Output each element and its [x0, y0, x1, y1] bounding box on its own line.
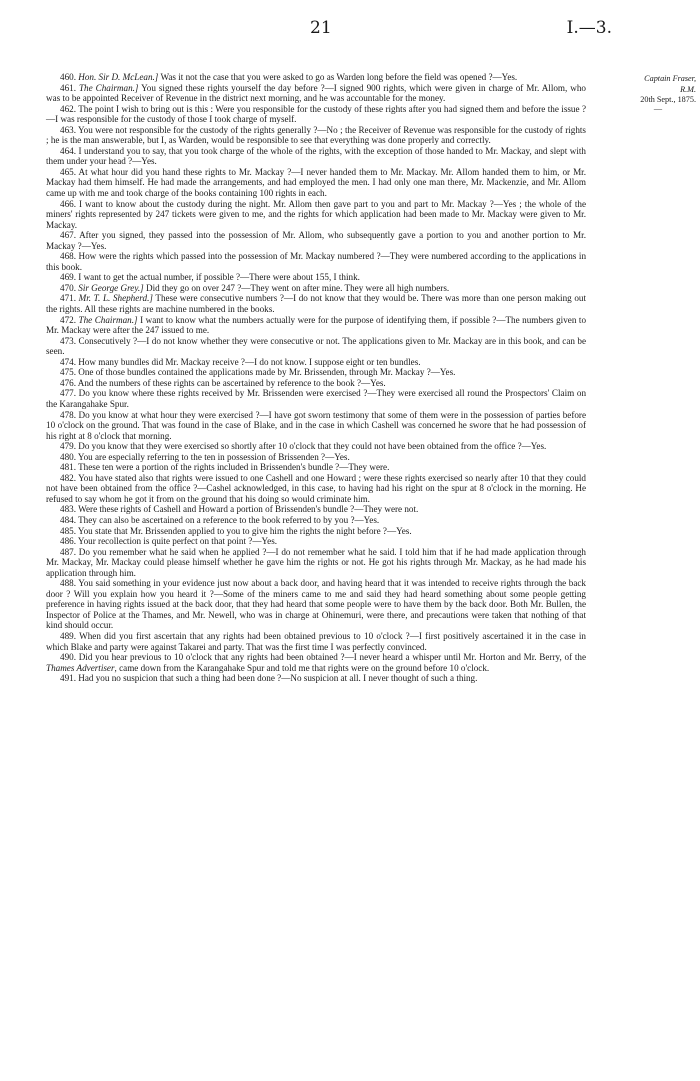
question-paragraph	[46, 283, 586, 294]
question-text: Were these rights of Cashell and Howard a portion of Brissenden's bundle ?—They were not.	[78, 504, 419, 515]
question-number: 486.	[60, 536, 78, 547]
question-number: 491.	[60, 673, 79, 684]
question-text: You are especially referring to the ten in possession of Brissenden ?—Yes.	[77, 451, 350, 462]
question-text: These were consecutive numbers ?—I do not know that they would be. There was more than one person making out the rights. All these rights are machine numbered in the books.	[46, 293, 586, 315]
question-number: 466.	[60, 198, 79, 209]
question-text: How many bundles did Mr. Mackay receive ?—I do not know. I suppose eight or ten bundles.	[78, 356, 421, 367]
question-number: 467.	[60, 230, 80, 241]
question-paragraph	[46, 251, 586, 272]
question-text-continued: , came down from the Karangahake Spur and told me that rights were on the ground before 10 o'clock.	[114, 662, 490, 673]
question-number: 478.	[60, 409, 79, 420]
question-text: And the numbers of these rights can be ascertained by reference to the book ?—Yes.	[77, 377, 386, 388]
question-text: Did they go on over 247 ?—They went on after mine. They were all high numbers.	[143, 282, 450, 293]
question-number: 480.	[60, 451, 78, 462]
question-text: The point I wish to bring out is this : Were you responsible for the custody of these rights after you had signed them and before the issue ?—I was responsible for the custody of those I took charge of myself.	[46, 103, 587, 125]
question-paragraph	[46, 631, 586, 652]
question-number: 473.	[60, 335, 79, 346]
speaker-label: Sir George Grey.]	[78, 282, 144, 293]
question-text: I understand you to say, that you took charge of the whole of the rights, with the exception of those handed to Mr. Mackay, and slept with them under your head ?—Yes.	[46, 145, 586, 167]
page-header	[0, 18, 700, 44]
question-number: 481.	[60, 462, 79, 473]
question-number: 462.	[60, 103, 79, 114]
question-text: Did you hear previous to 10 o'clock that any rights had been obtained ?—I never heard a whisper until Mr. Horton and Mr. Berry, of the	[78, 652, 586, 663]
margin-note	[592, 74, 696, 112]
question-text: When did you first ascertain that any rights had been obtained previous to 10 o'clock ?—I first positively ascertained it in the case in which Blake and party were against Takarei and party. That was the first time I was perfectly convinced.	[46, 630, 586, 652]
question-paragraph	[46, 473, 586, 505]
question-text: You signed these rights yourself the day before ?—I signed 900 rights, which were given in charge of Mr. Allom, who was to be appointed Receiver of Revenue in the district next morning, and he was accountable for the money.	[46, 82, 586, 104]
question-paragraph	[46, 199, 586, 231]
speaker-label: The Chairman.]	[78, 314, 138, 325]
question-number: 461.	[60, 82, 79, 93]
newspaper-title: Thames Advertiser	[46, 662, 115, 673]
question-text: I want to know what the numbers actually were for the purpose of identifying them, if possible ?—The numbers given to Mr. Mackay were after the 247 issued to me.	[46, 314, 587, 336]
question-number: 470.	[60, 282, 79, 293]
question-paragraph	[46, 578, 586, 631]
question-paragraph	[46, 293, 586, 314]
question-paragraph	[46, 315, 586, 336]
page-number: 21	[310, 18, 332, 38]
question-number: 489.	[60, 630, 80, 641]
question-paragraph	[46, 272, 586, 283]
question-number: 488.	[60, 578, 79, 589]
question-text: Do you know that they were exercised so shortly after 10 o'clock that they could not have been obtained from the office ?—Yes.	[78, 441, 547, 452]
series-reference: I.—3.	[566, 18, 612, 38]
question-number: 479.	[60, 441, 79, 452]
question-paragraph	[46, 547, 586, 579]
question-text: Do you know where these rights received by Mr. Brissenden were exercised ?—They were exercised all round the Prospectors' Claim on the Karangahake Spur.	[46, 388, 586, 409]
question-number: 463.	[60, 124, 78, 135]
question-text: Had you no suspicion that such a thing had been done ?—No suspicion at all. I never thought of such a thing.	[78, 673, 478, 684]
margin-witness: Captain Fraser,	[644, 74, 696, 83]
question-number: 474.	[60, 356, 79, 367]
question-number: 472.	[60, 314, 79, 325]
question-paragraph	[46, 452, 586, 463]
question-paragraph	[46, 441, 586, 452]
question-number: 460.	[60, 72, 79, 82]
question-paragraph	[46, 72, 586, 83]
question-text: I want to know about the custody during the night. Mr. Allom then gave part to you and part to Mr. Mackay ?—Yes ; the whole of the miners' rights represented by 247 tickets were given to me, and the rights for which application had been made to Mr. Mackay were given to Mr. Mackay.	[46, 198, 586, 230]
margin-title: R.M.	[680, 84, 696, 94]
question-paragraph	[46, 367, 586, 378]
question-number: 485.	[60, 525, 78, 536]
question-paragraph	[46, 146, 586, 167]
speaker-label: Mr. T. L. Shepherd.]	[78, 293, 153, 304]
question-number: 471.	[60, 293, 79, 304]
question-text: One of those bundles contained the applications made by Mr. Brissenden, through Mr. Mackay ?—Yes.	[78, 367, 456, 378]
question-paragraph	[46, 357, 586, 368]
question-text: Was it not the case that you were asked to go as Warden long before the field was opened ?—Yes.	[158, 72, 518, 82]
question-text: How were the rights which passed into the possession of Mr. Mackay numbered ?—They were numbered according to the applications in this book.	[46, 251, 587, 272]
margin-dash: —	[653, 103, 663, 113]
question-paragraph	[46, 83, 586, 104]
question-paragraph	[46, 462, 586, 473]
question-text: You have stated also that rights were issued to one Cashell and one Howard ; were these rights exercised so nearly after 10 that they could not have been obtained from the office ?—Cashel acknowledged, in this case, to having had his right on the spur at 8 o'clock in the morning. He refused to say whom he got it from on the ground that his doing so would criminate him.	[46, 472, 586, 504]
question-paragraph	[46, 336, 586, 357]
question-text: These ten were a portion of the rights included in Brissenden's bundle ?—They were.	[78, 462, 390, 473]
question-paragraph	[46, 388, 586, 409]
question-paragraph	[46, 125, 586, 146]
question-number: 476.	[60, 377, 78, 388]
question-number: 468.	[60, 251, 79, 262]
question-paragraph	[46, 526, 586, 537]
question-text: Consecutively ?—I do not know whether they were consecutive or not. The applications given to Mr. Mackay are in this book, and can be seen.	[46, 335, 587, 357]
question-number: 477.	[60, 388, 79, 399]
speaker-label: The Chairman.]	[78, 82, 139, 93]
question-paragraph	[46, 536, 586, 547]
question-text: You state that Mr. Brissenden applied to you to give him the rights the night before ?—Yes.	[77, 525, 412, 536]
question-paragraph	[46, 104, 586, 125]
question-text: You were not responsible for the custody of the rights generally ?—No ; the Receiver of Revenue was responsible for the custody of rights ; he is the man answerable, but I, as Warden, would be responsible to see that everything was done properly and correctly.	[46, 124, 586, 146]
question-paragraph	[46, 230, 586, 251]
question-text: At what hour did you hand these rights to Mr. Mackay ?—I never handed them to Mr. Mackay. Mr. Allom handed them to him, or Mr. Mackay had them himself. He had made the arrangements, and had employed the men. I had only one man there, Mr. Mackenzie, and Mr. Allom came up with me and took charge of the books containing 100 rights in each.	[46, 166, 587, 199]
question-paragraph	[46, 504, 586, 515]
question-number: 483.	[60, 504, 79, 515]
question-number: 487.	[60, 546, 79, 557]
question-text: Your recollection is quite perfect on that point ?—Yes.	[77, 536, 278, 547]
question-text: I want to get the actual number, if possible ?—There were about 155, I think.	[78, 272, 360, 283]
question-number: 464.	[60, 145, 79, 156]
question-text: Do you remember what he said when he applied ?—I do not remember what he said. I told him that if he had made application through Mr. Mackay, Mr. Mackay could please himself whether he gave him the rights or not. He got his rights through Mr. Mackay, as he had made his application through him.	[46, 546, 586, 578]
question-paragraph	[46, 673, 586, 684]
speaker-label: Hon. Sir D. McLean.]	[78, 72, 159, 82]
question-paragraph	[46, 515, 586, 526]
question-number: 482.	[60, 472, 79, 483]
question-number: 465.	[60, 166, 79, 177]
question-paragraph	[46, 167, 586, 199]
evidence-text	[46, 72, 586, 684]
question-number: 484.	[60, 514, 79, 525]
question-number: 475.	[60, 367, 79, 378]
question-paragraph	[46, 410, 586, 442]
question-text: After you signed, they passed into the possession of Mr. Allom, who subsequently gave a portion to you and another portion to Mr. Mackay ?—Yes.	[46, 230, 586, 251]
question-text: They can also be ascertained on a reference to the book referred to by you ?—Yes.	[78, 514, 380, 525]
question-number: 490.	[60, 652, 79, 663]
question-paragraph	[46, 652, 586, 673]
question-text: Do you know at what hour they were exercised ?—I have got sworn testimony that some of them were in the possession of parties before 10 o'clock on the ground. That was found in the case of Blake, and in the case in which Cashell was concerned he swore that he had possession of his right at 8 o'clock that morning.	[46, 409, 587, 441]
margin-date: 20th Sept., 1875.	[640, 95, 696, 104]
question-paragraph	[46, 378, 586, 389]
question-number: 469.	[60, 272, 79, 283]
question-text: You said something in your evidence just now about a back door, and having heard that it was intended to receive rights through the back door ? Will you explain how you heard it ?—Some of the miners came to me and said they had heard something about some people getting preference in having rights issued at the back door, that they had heard that some people were to have them by the back door. Both Mr. Bullen, the Inspector of Police at the Thames, and Mr. Newell, who was in charge at Ohinemuri, were there, and precautions were taken that nothing of that kind should occur.	[46, 578, 586, 631]
